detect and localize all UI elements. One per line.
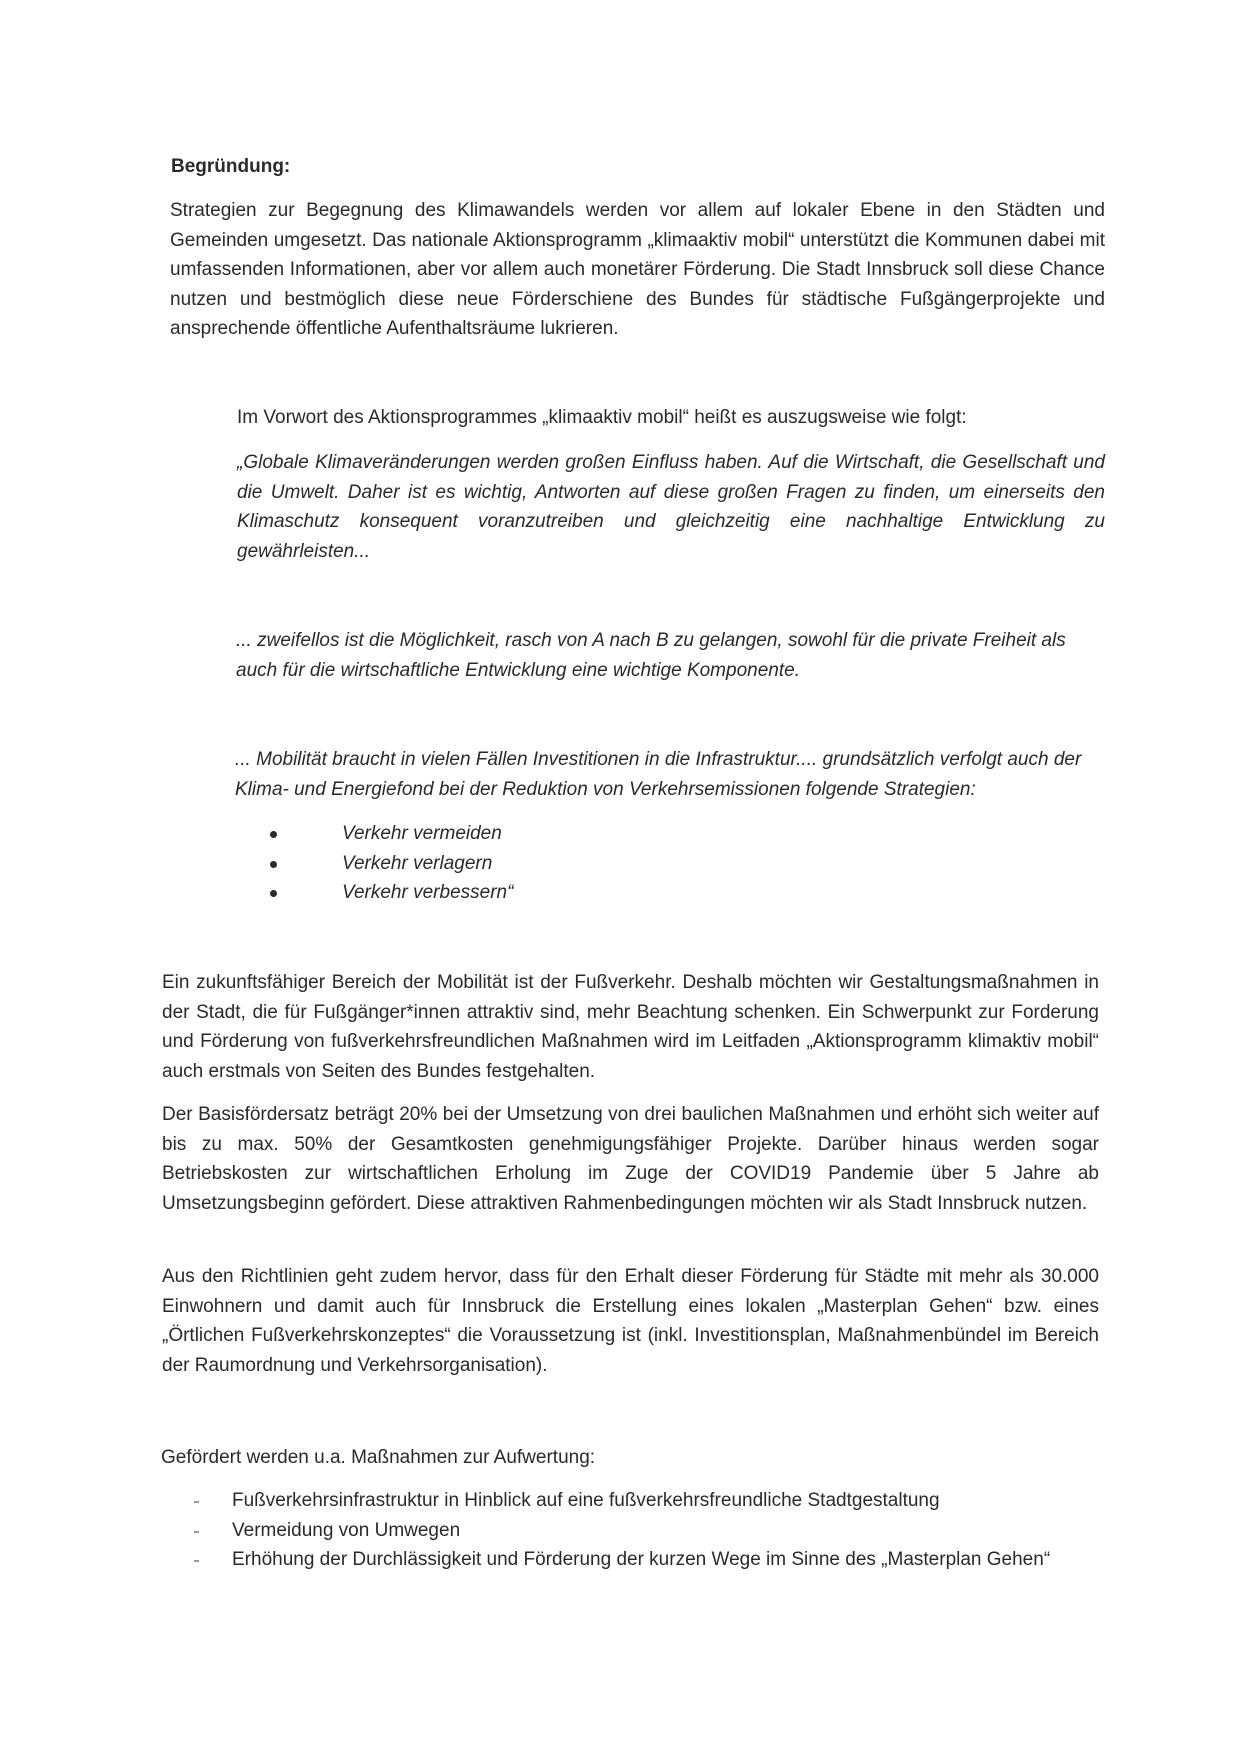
- quote-intro: Im Vorwort des Aktionsprogrammes „klimaaktiv mobil“ heißt es auszugsweise wie folgt:: [237, 407, 967, 428]
- bullet-icon: [270, 861, 277, 868]
- dash-icon: [194, 1501, 199, 1503]
- list-item: [162, 1545, 1082, 1575]
- list-item: [162, 1486, 1082, 1516]
- list-item: [270, 849, 970, 879]
- section-heading: Begründung:: [171, 156, 291, 177]
- measures-list: [162, 1486, 1082, 1575]
- quote-paragraph-3: ... Mobilität braucht in vielen Fällen Investitionen in die Infrastruktur.... grundsätzlich verfolgt auch der Klima- und Energiefond bei der Reduktion von Verkehrsemissionen folgende Strategien:: [235, 749, 1082, 800]
- strategy-list: [270, 819, 970, 908]
- list-item-label: Verkehr verbessern“: [342, 882, 514, 903]
- list-item: [270, 819, 970, 849]
- bullet-icon: [270, 831, 277, 838]
- list-item-label: Vermeidung von Umwegen: [232, 1519, 461, 1541]
- quote-paragraph-2: ... zweifellos ist die Möglichkeit, rasch von A nach B zu gelangen, sowohl für die private Freiheit als auch für die wirtschaftliche Entwicklung eine wichtige Komponente.: [236, 630, 1066, 681]
- list-item-label: Verkehr vermeiden: [342, 823, 502, 844]
- intro-paragraph: Strategien zur Begegnung des Klimawandels werden vor allem auf lokaler Ebene in den Städten und Gemeinden umgesetzt. Das nationale Aktionsprogramm „klimaaktiv mobil“ unterstützt die Kommunen dabei mit umfassenden Informationen, aber vor allem auch monetärer Förderung. Die Stadt Innsbruck soll diese Chance nutzen und bestmöglich diese neue Förderschiene des Bundes für städtische Fußgängerprojekte und ansprechende öffentliche Aufenthaltsräume lukrieren.: [170, 200, 1105, 339]
- list-item-label: Erhöhung der Durchlässigkeit und Förderung der kurzen Wege im Sinne des „Masterplan Gehen“: [232, 1549, 1051, 1570]
- list-item: [162, 1516, 1082, 1546]
- guidelines-paragraph: Aus den Richtlinien geht zudem hervor, dass für den Erhalt dieser Förderung für Städte mit mehr als 30.000 Einwohnern und damit auch für Innsbruck die Erstellung eines lokalen „Masterplan Gehen“ bzw. eines „Örtlichen Fußverkehrskonzeptes“ die Voraussetzung ist (inkl. Investitionsplan, Maßnahmenbündel im Bereich der Raumordnung und Verkehrsorganisation).: [162, 1266, 1099, 1376]
- list-item-label: Fußverkehrsinfrastruktur in Hinblick auf eine fußverkehrsfreundliche Stadtgestaltung: [232, 1490, 940, 1511]
- dash-icon: [194, 1531, 199, 1533]
- list-item-label: Verkehr verlagern: [342, 852, 493, 874]
- mobility-paragraph: Ein zukunftsfähiger Bereich der Mobilität ist der Fußverkehr. Deshalb möchten wir Gestaltungsmaßnahmen in der Stadt, die für Fußgänger*innen attraktiv sind, mehr Beachtung schenken. Ein Schwerpunkt zur Forderung und Förderung von fußverkehrsfreundlichen Maßnahmen wird im Leitfaden „Aktionsprogramm klimaktiv mobil“ auch erstmals von Seiten des Bundes festgehalten.: [162, 972, 1099, 1082]
- list-item: [270, 878, 970, 908]
- quote-paragraph-1: „Globale Klimaveränderungen werden großen Einfluss haben. Auf die Wirtschaft, die Gesellschaft und die Umwelt. Daher ist es wichtig, Antworten auf diese großen Fragen zu finden, um einerseits den Klimaschutz konsequent voranzutreiben und gleichzeitig eine nachhaltige Entwicklung zu gewährleisten...: [237, 452, 1105, 562]
- funding-paragraph: Der Basisfördersatz beträgt 20% bei der Umsetzung von drei baulichen Maßnahmen und erhöht sich weiter auf bis zu max. 50% der Gesamtkosten genehmigungsfähiger Projekte. Darüber hinaus werden sogar Betriebskosten zur wirtschaftlichen Erholung im Zuge der COVID19 Pandemie über 5 Jahre ab Umsetzungsbeginn gefördert. Diese attraktiven Rahmenbedingungen möchten wir als Stadt Innsbruck nutzen.: [162, 1104, 1099, 1214]
- measures-intro: Gefördert werden u.a. Maßnahmen zur Aufwertung:: [161, 1447, 596, 1468]
- dash-icon: [194, 1560, 199, 1562]
- bullet-icon: [270, 890, 277, 897]
